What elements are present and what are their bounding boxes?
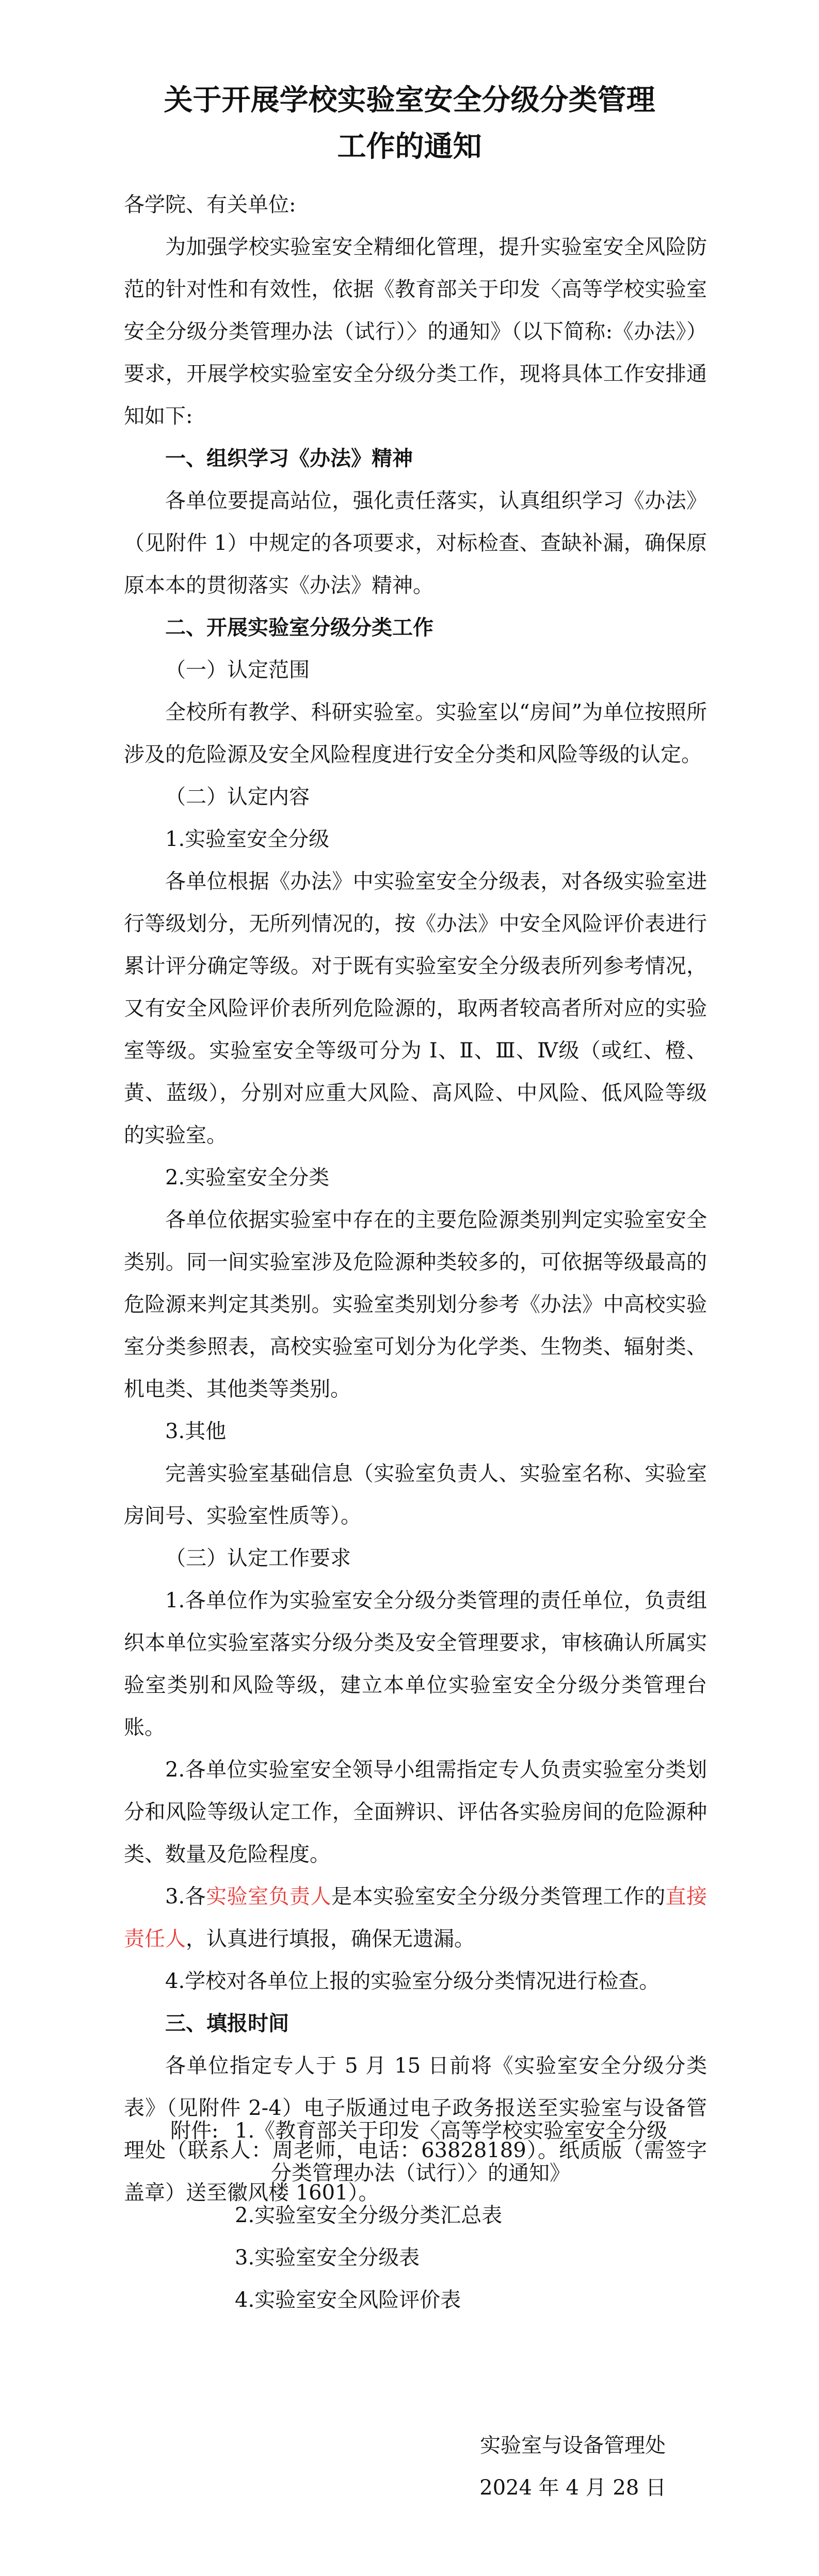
signature-block xyxy=(464,2424,681,2509)
item1-heading: 1.实验室安全分级 xyxy=(165,827,330,851)
scope-heading: （一）认定范围 xyxy=(165,658,310,682)
section3-heading: 三、填报时间 xyxy=(165,2012,289,2035)
lab-head-highlight: 实验室负责人 xyxy=(206,1885,331,1909)
document-title-line1: 关于开展学校实验室安全分级分类管理 xyxy=(164,84,655,117)
requirement-3-part-b: 是本实验室安全分级分类管理工作的 xyxy=(331,1885,666,1909)
item1-text: 各单位根据《办法》中实验室安全分级表，对各级实验室进行等级划分，无所列情况的，按《办法》中安全风险评价表进行累计评分确定等级。对于既有实验室安全分级表所列参考情况，又有安全风险评价表所列危险源的，取两者较高者所对应的实验室等级。实验室安全等级可分为 Ⅰ、Ⅱ、Ⅲ、Ⅳ级（或红、橙、黄、蓝级），分别对应重大风险、高风险、中风险、低风险等级的实验室。 xyxy=(124,870,707,1147)
section1-heading: 一、组织学习《办法》精神 xyxy=(165,447,413,470)
attachment-1-line1: 1.《教育部关于印发〈高等学校实验室安全分级 xyxy=(235,2119,668,2143)
attachments-list xyxy=(170,2110,712,2321)
item3-heading: 3.其他 xyxy=(165,1420,227,1443)
attachment-4: 4.实验室安全风险评价表 xyxy=(235,2288,461,2312)
requirement-1: 1.各单位作为实验室安全分级分类管理的责任单位，负责组织本单位实验室落实分级分类及安全管理要求，审核确认所属实验室类别和风险等级，建立本单位实验室安全分级分类管理台账。 xyxy=(124,1589,707,1739)
attachment-2: 2.实验室安全分级分类汇总表 xyxy=(235,2204,503,2227)
section1-text: 各单位要提高站位，强化责任落实，认真组织学习《办法》（见附件 1）中规定的各项要求，对标检查、查缺补漏，确保原原本本的贯彻落实《办法》精神。 xyxy=(124,489,707,597)
requirement-3-part-c: ，认真进行填报，确保无遗漏。 xyxy=(186,1927,475,1951)
requirement-2: 2.各单位实验室安全领导小组需指定专人负责实验室分类划分和风险等级认定工作，全面辨识、评估各实验房间的危险源种类、数量及危险程度。 xyxy=(124,1758,707,1866)
section2-heading: 二、开展实验室分级分类工作 xyxy=(165,616,433,640)
requirement-3 xyxy=(124,1876,707,1960)
requirement-3-part-a: 3.各 xyxy=(165,1885,206,1909)
requirements-heading: （三）认定工作要求 xyxy=(165,1546,351,1570)
salutation: 各学院、有关单位: xyxy=(124,193,296,217)
content-heading: （二）认定内容 xyxy=(165,785,310,809)
scope-text: 全校所有教学、科研实验室。实验室以“房间”为单位按照所涉及的危险源及安全风险程度进行安全分类和风险等级的认定。 xyxy=(124,700,707,767)
item3-text: 完善实验室基础信息（实验室负责人、实验室名称、实验室房间号、实验室性质等）。 xyxy=(124,1462,707,1528)
attachment-item xyxy=(170,2110,712,2194)
signature-org: 实验室与设备管理处 xyxy=(480,2434,666,2457)
attachment-1-line2: 分类管理办法（试行）〉的通知》 xyxy=(271,2161,570,2185)
attachment-3: 3.实验室安全分级表 xyxy=(235,2246,420,2270)
intro-paragraph: 为加强学校实验室安全精细化管理，提升实验室安全风险防范的针对性和有效性，依据《教育部关于印发〈高等学校实验室安全分级分类管理办法（试行）〉的通知》（以下简称:《办法》）要求，开展学校实验室安全分级分类工作，现将具体工作安排通知如下: xyxy=(124,235,707,428)
requirement-4: 4.学校对各单位上报的实验室分级分类情况进行检查。 xyxy=(165,1969,660,1993)
signature-date: 2024 年 4 月 28 日 xyxy=(479,2476,666,2500)
item2-heading: 2.实验室安全分类 xyxy=(165,1166,330,1189)
direct-responsible-highlight: 直接责任人 xyxy=(124,1885,708,1951)
document-body xyxy=(124,184,707,2214)
item2-text: 各单位依据实验室中存在的主要危险源类别判定实验室安全类别。同一间实验室涉及危险源种类较多的，可依据等级最高的危险源来判定其类别。实验室类别划分参考《办法》中高校实验室分类参照表，高校实验室可划分为化学类、生物类、辐射类、机电类、其他类等类别。 xyxy=(124,1208,707,1401)
document-title-line2: 工作的通知 xyxy=(337,130,482,164)
section3-text: 各单位指定专人于 5 月 15 日前将《实验室安全分级分类表》（见附件 2-4）电子版通过电子政务报送至实验室与设备管理处（联系人：周老师，电话：63828189）。纸质版（需签字盖章）送至徽风楼 1601）。 xyxy=(124,2054,707,2205)
attachments-label: 附件: xyxy=(170,2119,219,2143)
